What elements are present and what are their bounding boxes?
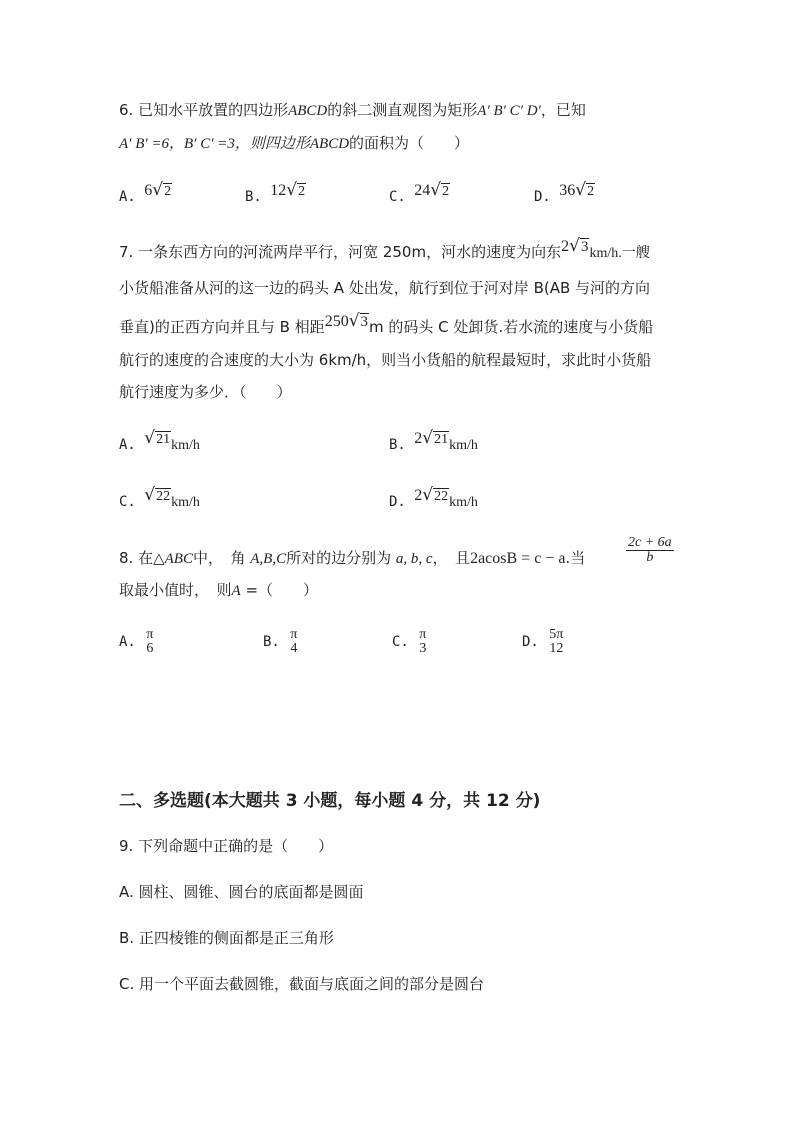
- q6-option-d[interactable]: D. 36√2: [534, 180, 595, 205]
- radical: 2√3: [561, 236, 589, 256]
- q9-option-b[interactable]: B. 正四棱锥的侧面都是正三角形: [119, 929, 334, 947]
- q8-angle-a: A: [231, 583, 241, 599]
- q8-option-d[interactable]: D. 5π 12: [522, 627, 564, 656]
- q9-option-c[interactable]: C. 用一个平面去截圆锥，截面与底面之间的部分是圆台: [119, 975, 485, 993]
- q8-stem-line1: [119, 548, 585, 569]
- q6-quad-name: ABCD: [309, 136, 350, 152]
- q8-text: =（ ）: [240, 581, 319, 599]
- radical: √22: [144, 485, 171, 505]
- q9-option-a[interactable]: A. 圆柱、圆锥、圆台的底面都是圆面: [119, 883, 364, 901]
- section-heading: 二、多选题(本大题共 3 小题，每小题 4 分，共 12 分): [119, 791, 541, 811]
- q7-stem-line4: 航行的速度的合速度的大小为 6km/h，则当小货船的航程最短时，求此时小货船: [119, 351, 652, 369]
- q7-text: km/h.一艘: [589, 246, 650, 261]
- q7-option-a[interactable]: A. √21km/h: [119, 428, 200, 453]
- q8-option-c[interactable]: C. π 3: [392, 627, 427, 656]
- q8-option-b[interactable]: B. π 4: [263, 627, 298, 656]
- q8-sides: a, b, c: [395, 551, 433, 567]
- q6-text: 的面积为（ ）: [349, 134, 470, 152]
- radical: 12√2: [270, 180, 306, 200]
- q6-quad-name: ABCD: [288, 103, 328, 119]
- q7-text: 垂直)的正西方向并且与 B 相距: [119, 318, 325, 336]
- q8-option-a[interactable]: A. π 6: [119, 627, 154, 656]
- q6-option-c[interactable]: C. 24√2: [389, 180, 450, 205]
- q7-option-b[interactable]: B. 2√21km/h: [389, 428, 478, 453]
- q6-option-b[interactable]: B. 12√2: [245, 180, 306, 205]
- q6-stem-line1: [119, 100, 586, 121]
- q9-stem: 9. 下列命题中正确的是（ ）: [119, 837, 334, 855]
- q8-triangle-name: ABC: [164, 551, 193, 567]
- q6-given-lengths: A′ B′ =6，B′ C′ =3，则四边形: [119, 136, 310, 152]
- q7-option-d[interactable]: D. 2√22km/h: [389, 485, 478, 510]
- fraction: 5π 12: [549, 627, 564, 656]
- q8-text: 中， 角: [192, 549, 251, 567]
- q7-stem-line5: 航行速度为多少．（ ）: [119, 383, 292, 401]
- q7-stem-line3: [119, 311, 654, 338]
- q8-angles: A,B,C: [250, 551, 287, 567]
- q8-fraction: $\frac{2c + 6a}{b}$: [628, 535, 672, 565]
- q6-text: 的斜二测直观图为矩形: [327, 101, 478, 119]
- radical: 24√2: [414, 180, 450, 200]
- q6-stem-line2: [119, 133, 469, 154]
- q6-text: ，已知: [540, 101, 586, 119]
- radical: √21: [144, 428, 171, 448]
- q7-text: 7. 一条东西方向的河流两岸平行，河宽 250m，河水的速度为向东: [119, 243, 562, 261]
- q8-equation: 2acosB = c − a: [470, 550, 566, 567]
- q6-option-a[interactable]: A. 6√2: [119, 180, 172, 205]
- q8-text: ， 且: [432, 549, 471, 567]
- radical: 2√21: [414, 428, 449, 448]
- q7-stem-line2: 小货船准备从河的这一边的码头 A 处出发，航行到位于河对岸 B(AB 与河的方向: [119, 279, 651, 297]
- q8-text: 所对的边分别为: [286, 549, 396, 567]
- radical: 2√22: [414, 485, 449, 505]
- q7-text: m 的码头 C 处卸货.若水流的速度与小货船: [369, 318, 654, 336]
- q6-text: 6. 已知水平放置的四边形: [119, 101, 289, 119]
- fraction: π 6: [146, 627, 154, 656]
- q8-text: 8. 在△: [119, 549, 165, 567]
- q8-text: 取最小值时， 则: [119, 581, 232, 599]
- q7-option-c[interactable]: C. √22km/h: [119, 485, 200, 510]
- radical: 6√2: [144, 180, 172, 200]
- fraction: π 4: [290, 627, 298, 656]
- q6-rect-name: A′ B′ C′ D′: [477, 103, 541, 119]
- q8-text: .当: [565, 549, 586, 567]
- q8-stem-line2: [119, 580, 318, 601]
- radical: 36√2: [559, 180, 595, 200]
- q7-stem-line1: [119, 236, 650, 264]
- radical: 250√3: [324, 311, 369, 331]
- fraction: π 3: [419, 627, 427, 656]
